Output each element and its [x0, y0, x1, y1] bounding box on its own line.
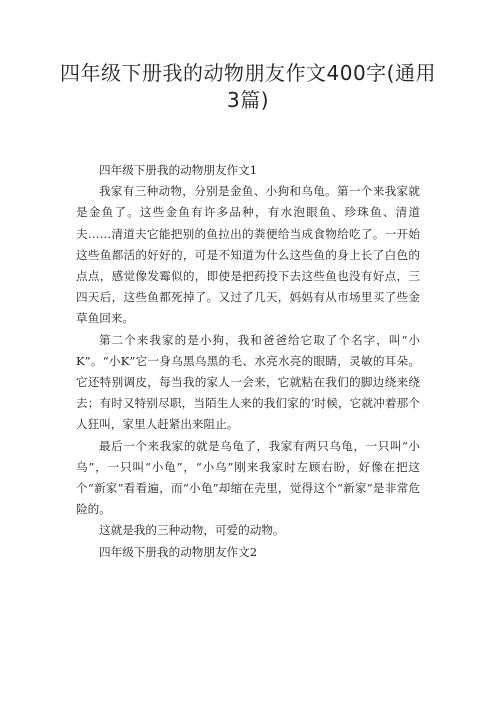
paragraph-turtles: 最后一个来我家的就是乌龟了，我家有两只乌龟，一只叫“小乌”，一只叫“小龟”，“小乌”刚来我家时左顾右盼，好像在把这个“新家”看看遍，而“小龟”却缩在壳里，觉得这个“新家”是非常危险的。 [76, 438, 420, 517]
paragraph-goldfish: 我家有三种动物，分别是金鱼、小狗和乌龟。第一个来我家就是金鱼了。这些金鱼有许多品种，有水泡眼鱼、珍珠鱼、清道夫……清道夫它能把别的鱼拉出的粪便给当成食物给吃了。一开始这些鱼都活的好好的，可是不知道为什么这些鱼的身上长了白色的点点，感觉像发霉似的，即使是把药投下去这些鱼也没有好点，三四天后，这些鱼都死掉了。又过了几天，妈妈有从市场里买了些金草鱼回来。 [76, 184, 420, 326]
paragraph-conclusion: 这就是我的三种动物，可爱的动物。 [99, 523, 285, 538]
essay-heading-2: 四年级下册我的动物朋友作文2 [99, 544, 258, 559]
document-body [76, 160, 420, 563]
paragraph-puppy: 第二个来我家的是小狗，我和爸爸给它取了个名字，叫“小K”。“小K”它一身乌黑乌黑的毛、水亮水亮的眼睛，灵敏的耳朵。它还特别调皮，每当我的家人一会来，它就粘在我们的脚边绕来绕去；有时又特别尽职，当陌生人来的我们家的’时候，它就冲着那个人狂叫，家里人赶紧出来阻止。 [76, 332, 420, 432]
document-title: 四年级下册我的动物朋友作文400字(通用3篇) [60, 61, 436, 112]
essay-heading-1: 四年级下册我的动物朋友作文1 [99, 163, 258, 177]
